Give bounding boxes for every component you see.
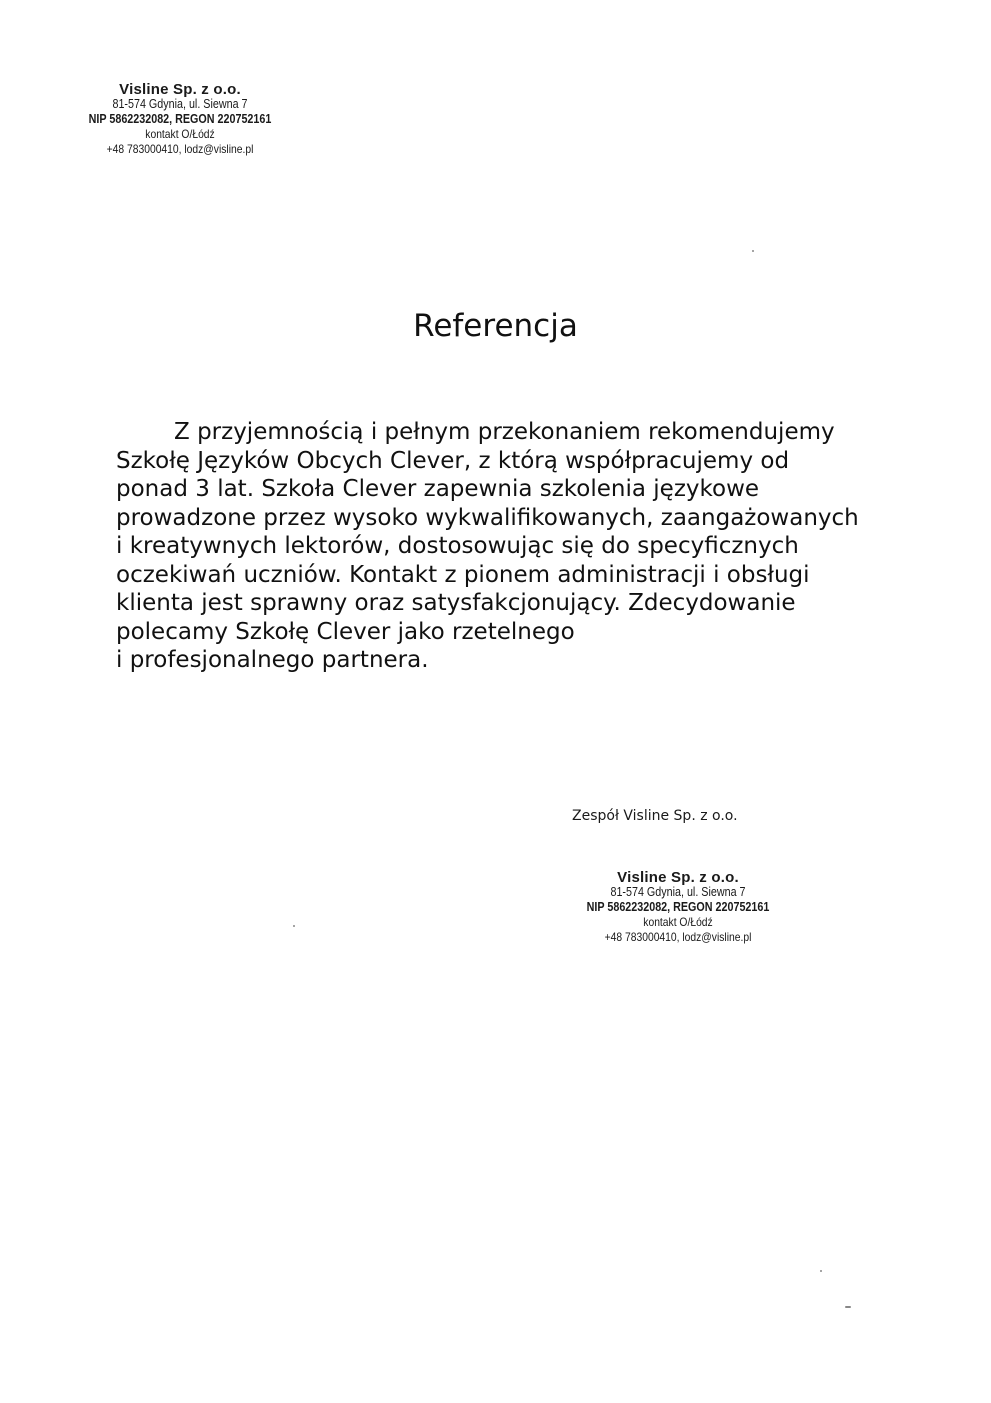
body-line: polecamy Szkołę Clever jako rzetelnego — [116, 618, 575, 645]
body-line: i profesjonalnego partnera. — [116, 647, 429, 673]
stamp-company-name: Visline Sp. z o.o. — [119, 81, 241, 98]
stamp-company-name: Visline Sp. z o.o. — [617, 869, 739, 886]
body-line: i kreatywnych lektorów, dostosowując się do specyficznych — [116, 533, 799, 559]
company-stamp-header — [50, 82, 310, 157]
signature-team: Zespół Visline Sp. z o.o. — [572, 808, 738, 824]
body-line: klienta jest sprawny oraz satysfakcjonujący. Zdecydowanie — [116, 590, 796, 616]
stamp-branch: kontakt O/Łódź — [145, 127, 215, 141]
letter-body — [116, 418, 916, 675]
stamp-contact: +48 783000410, lodz@visline.pl — [604, 930, 752, 944]
body-line: prowadzone przez wysoko wykwalifikowanych, zaangażowanych — [116, 504, 859, 531]
body-line: Z przyjemnością i pełnym przekonaniem rekomendujemy — [174, 419, 835, 445]
document-title: Referencja — [413, 308, 578, 344]
body-line: Szkołę Języków Obcych Clever, z którą współpracujemy od — [116, 447, 790, 474]
company-stamp-footer — [548, 870, 808, 945]
stamp-address: 81-574 Gdynia, ul. Siewna 7 — [610, 885, 746, 899]
scan-speck — [845, 1306, 851, 1308]
stamp-registry: NIP 5862232082, REGON 220752161 — [586, 900, 770, 914]
stamp-address: 81-574 Gdynia, ul. Siewna 7 — [112, 97, 248, 111]
body-line: ponad 3 lat. Szkoła Clever zapewnia szkolenia językowe — [116, 476, 760, 502]
scan-speck — [752, 250, 754, 252]
scan-speck — [820, 1270, 822, 1272]
stamp-contact: +48 783000410, lodz@visline.pl — [106, 142, 254, 156]
stamp-registry: NIP 5862232082, REGON 220752161 — [88, 112, 272, 126]
stamp-branch: kontakt O/Łódź — [643, 915, 713, 929]
body-line: oczekiwań uczniów. Kontakt z pionem administracji i obsługi — [116, 561, 810, 588]
scan-speck — [293, 925, 295, 927]
